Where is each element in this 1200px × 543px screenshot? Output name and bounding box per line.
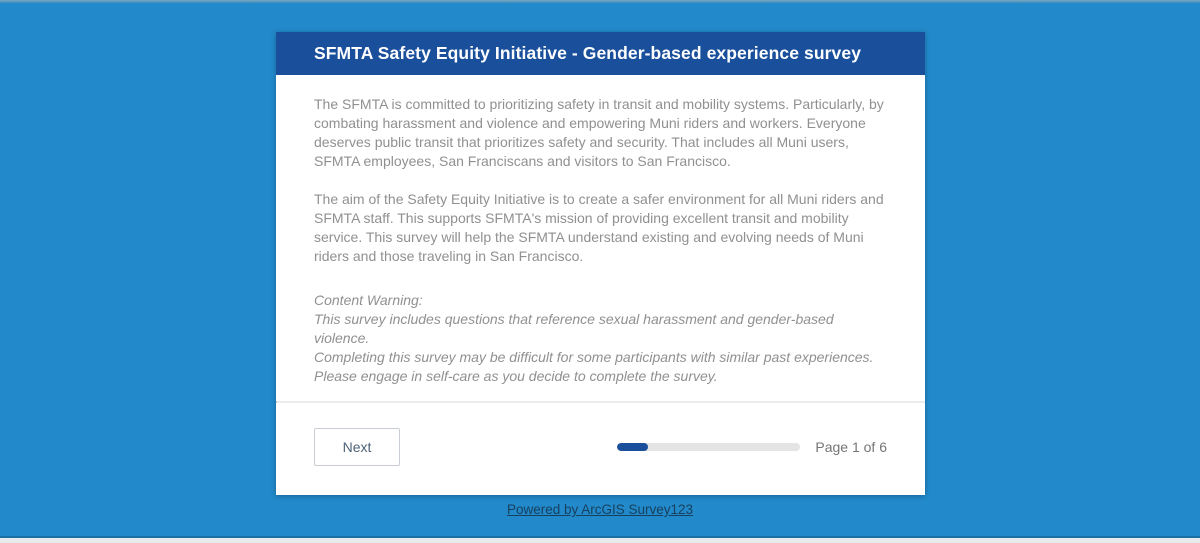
survey-paragraph-1: The SFMTA is committed to prioritizing safety in transit and mobility systems. Particularly, by combating harassment and violence and empowering Muni riders and workers. Everyone deserves public transit that prioritizes safety and security. That includes all Muni users, SFMTA employees, San Franciscans and visitors to San Francisco. (314, 96, 884, 169)
progress-group (617, 439, 887, 455)
top-edge-strip (0, 0, 1200, 3)
survey-footer (276, 403, 925, 495)
powered-by-container (0, 501, 1200, 519)
content-warning-line: Please engage in self-care as you decide to complete the survey. (314, 368, 718, 384)
survey-header (276, 32, 925, 75)
content-warning-line: Content Warning: (314, 292, 423, 308)
progress-fill (617, 443, 648, 451)
powered-by-link[interactable]: Powered by ArcGIS Survey123 (506, 502, 694, 517)
content-warning (314, 291, 887, 386)
next-button[interactable]: Next (314, 428, 400, 466)
bottom-edge-strip (0, 538, 1200, 543)
content-warning-line: This survey includes questions that reference sexual harassment and gender-based violence. (314, 311, 834, 346)
content-warning-line: Completing this survey may be difficult for some participants with similar past experiences. (314, 349, 874, 365)
survey-title: SFMTA Safety Equity Initiative - Gender-based experience survey (314, 43, 862, 63)
survey-card (276, 32, 925, 495)
survey-body (276, 75, 925, 386)
survey-paragraph-2: The aim of the Safety Equity Initiative is to create a safer environment for all Muni riders and SFMTA staff. This supports SFMTA's mission of providing excellent transit and mobility service. This survey will help the SFMTA understand existing and evolving needs of Muni riders and those traveling in San Francisco. (314, 191, 884, 264)
progress-bar (617, 443, 800, 451)
page-indicator: Page 1 of 6 (815, 439, 887, 455)
